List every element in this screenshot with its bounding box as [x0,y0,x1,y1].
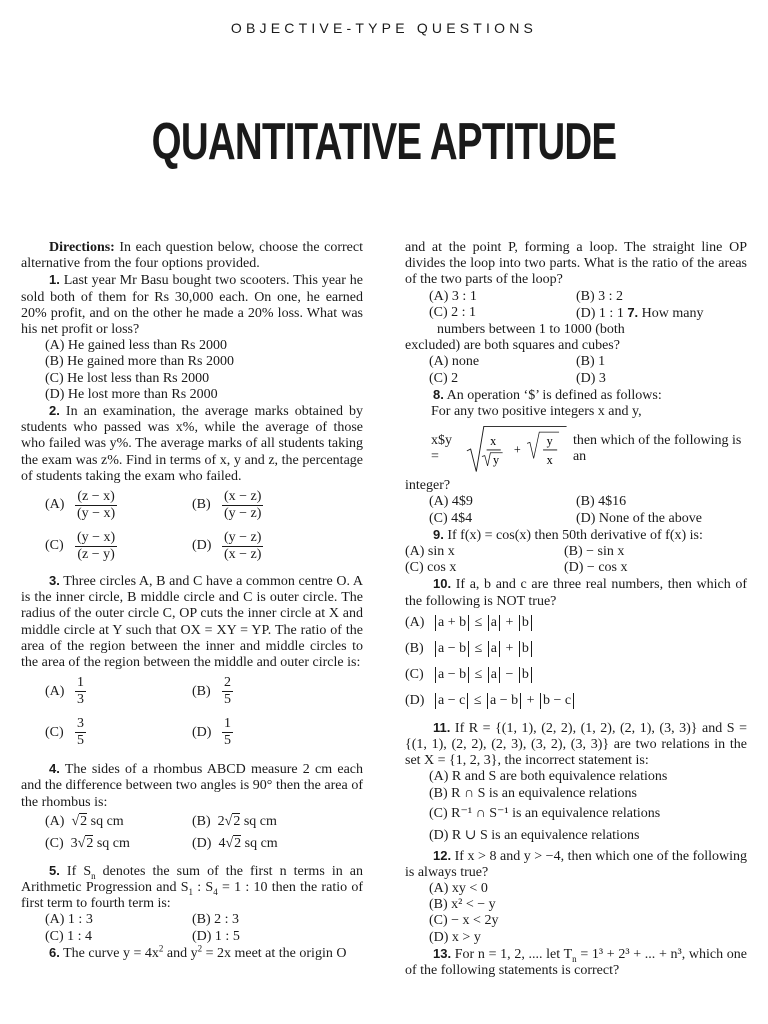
q5-option-a: (A) 1 : 3 [45,912,93,928]
q8-option-a: (A) 4$9 [429,494,473,510]
q3-option-b: (B) $\frac{2}{5}$ [192,675,231,708]
question-text: Three circles A, B and C have a common centre O. A is the inner circle, B middle circle and C is outer circle. The radius of the outer circle C, OP cuts the inner circle at X and middle circle at Y such that OX = XY = YP. The ratio of the area of the region between the inner and middle circles to the area of the region between the middle and outer circle is: [21,574,363,671]
question-9: 9. If f(x) = cos(x) then 50th derivative of f(x) is: [433,526,703,543]
q9-option-c: (C) cos x [405,560,457,576]
q10-option-b: (B) a − b ≤ a + b [405,636,747,662]
q7-option-d: (D) 3 [576,370,606,386]
question-number: 5. [49,862,60,878]
svg-text:x: x [490,434,497,449]
q5-options-row-2 [21,929,363,945]
svg-text:y: y [493,453,500,468]
question-text: In an examination, the average marks obtained by students who passed was x%, while the average of those who failed was y%. The average marks of all students taking the exam was z%. Find in terms of x, y and z, the percentage of students taking the exam who failed. [21,404,364,484]
question-4 [21,761,363,811]
question-number: 11. [433,719,451,735]
q4-options-row-1 [21,811,363,833]
q2-option-a: (A) $\frac{(z - x)}{(y - x)}$ [45,488,116,522]
question-7: (D) 1 : 1 7. How many [576,304,704,321]
q8-options-row-1 [405,494,747,510]
q6-option-b: (B) 3 : 2 [576,288,624,304]
q10-option-a: (A) a + b ≤ a + b [405,610,747,636]
q11-option-a: (A) R and S are both equivalence relations [429,769,668,785]
q7-text-line-2: numbers between 1 to 1000 (both [437,322,625,338]
svg-text:y: y [547,434,554,449]
question-12: 12. If x > 8 and y > −4, then which one of the following is always true? [405,847,748,880]
page-title: QUANTITATIVE APTITUDE [151,113,617,171]
q12-option-b: (B) x² < − y [429,897,496,913]
question-number: 9. [433,526,444,542]
q8-line-2: For any two positive integers x and y, [431,404,642,420]
q12-option-c: (C) − x < 2y [429,913,499,929]
q1-option-a: (A) He gained less than Rs 2000 [45,338,227,354]
q3-option-c: (C) $\frac{3}{5}$ [45,716,84,749]
q9-option-a: (A) sin x [405,544,455,560]
q3-option-a: (A) $\frac{1}{3}$ [45,675,84,708]
q8-options-row-2 [405,511,747,527]
q9-options-row-2 [381,560,747,576]
q12-option-a: (A) xy < 0 [429,881,488,897]
question-text: Last year Mr Basu bought two scooters. This year he sold both of them for Rs 30,000 each. On one, he earned 20% profit, and on the other he made a 20% loss. What was his net profit or loss? [21,273,364,338]
q8-option-c: (C) 4$4 [429,510,473,526]
q7-text-line-3: excluded) are both squares and cubes? [405,338,620,354]
q3-options-row-1 [21,671,363,712]
q5-option-d: (D) 1 : 5 [192,928,240,944]
question-number: 2. [49,403,60,419]
q4-option-b: (B) 2√2 sq cm [192,813,277,829]
q4-option-c: (C) 3√2 sq cm [45,835,130,851]
q1-option-b: (B) He gained more than Rs 2000 [45,354,234,370]
directions-text: In each question below, choose the correct alternative from the four options provided. [21,240,364,272]
question-6-continued: and at the point P, forming a loop. The straight line OP divides the loop into two parts. What is the ratio of the areas of the two parts of the loop? [405,240,747,288]
q7-option-b: (B) 1 [576,354,606,370]
q7-option-a: (A) none [429,354,480,370]
q6-option-a: (A) 3 : 1 [429,288,477,304]
question-number: 13. [433,945,452,961]
question-number: 10. [433,576,452,592]
q5-options-row-1 [21,912,363,928]
question-number: 12. [433,847,452,863]
q11-option-b: (B) R ∩ S is an equivalence relations [429,785,638,801]
question-5: 5. If $S_n$ denotes the sum of the first n terms in an Arithmetic Progression and $S_1$ : $S_4 = 1$ : 10 then the ratio of first term to fourth term is: [21,862,364,912]
q2-options-row-1 [21,485,363,526]
q3-option-d: (D) $\frac{1}{5}$ [192,716,231,749]
q5-option-b: (B) 2 : 3 [192,912,240,928]
question-number: 4. [49,761,60,777]
question-10: 10. If a, b and c are three real numbers, then which of the following is NOT true? [405,576,748,609]
q11-option-c: (C) R⁻¹ ∩ S⁻¹ is an equivalence relations [429,805,661,821]
question-text: The sides of a rhombus ABCD measure 2 cm each and the difference between two angles is 90° then the area of the rhombus is: [21,762,364,810]
q8-option-d: (D) None of the above [576,510,702,526]
q6-option-d: (D) 1 : 1 [576,305,624,321]
q8-tail-line: integer? [405,478,451,494]
question-3 [21,573,363,671]
q4-options-row-2 [21,833,363,855]
q2-option-c: (C) $\frac{(y - x)}{(z - y)}$ [45,529,116,563]
q2-option-b: (B) $\frac{(x - z)}{(y - z)}$ [192,488,262,522]
question-number: 8. [433,386,444,402]
left-column [21,240,363,962]
q2-options-row-2 [21,526,363,567]
q4-option-d: (D) 4√2 sq cm [192,835,278,851]
q9-option-b: (B) − sin x [564,544,625,560]
q1-option-c: (C) He lost less than Rs 2000 [45,370,210,386]
q10-option-d: (D) a − c ≤ a − b + b − c [405,688,747,714]
right-column [405,240,747,979]
q12-option-d: (D) x > y [429,929,481,945]
question-8: 8. An operation ‘$’ is defined as follows: [433,386,662,403]
q4-option-a: (A) √2 sq cm [45,813,124,829]
q6-options-row-2 [405,305,747,322]
q3-options-row-2 [21,712,363,753]
svg-text:+: + [514,442,522,457]
q8-option-b: (B) 4$16 [576,494,627,510]
question-6: 6. The curve $y = 4x^2$ and $y^2 = 2x$ meet at the origin O [49,943,347,961]
q8-formula: x$y = x y + y x then which of the following is an [405,420,747,478]
question-number: 3. [49,573,60,589]
question-13: 13. For n = 1, 2, .... let $T_n = 1^3 + 2^3$ + ... + n³, which one of the following statements is correct? [405,945,748,979]
section-header: OBJECTIVE-TYPE QUESTIONS [230,20,538,36]
q6-options-row-1 [405,289,747,305]
svg-text:x: x [547,453,554,468]
directions-label: Directions: [49,240,115,255]
q8-radical-expression [465,423,568,475]
question-number: 1. [49,272,60,288]
q7-option-c: (C) 2 [429,370,459,386]
q7-options-row-1 [405,354,747,370]
q9-options-row-1 [381,544,747,560]
q11-option-d: (D) R ∪ S is an equivalence relations [429,827,640,843]
q7-options-row-2 [405,371,747,387]
q1-option-d: (D) He lost more than Rs 2000 [45,386,218,402]
question-number: 6. [49,944,60,960]
question-2 [21,403,363,485]
q10-option-c: (C) a − b ≤ a − b [405,662,747,688]
q9-option-d: (D) − cos x [564,560,628,576]
question-1 [21,272,363,338]
q6-option-c: (C) 2 : 1 [429,304,477,320]
question-11: 11. If R = {(1, 1), (2, 2), (1, 2), (2, 1), (3, 3)} and S = {(1, 1), (2, 2), (2, 3), (3, 2), (3, 3)} are two relations in the set X = {1, 2, 3}, the incorrect statement is: [405,719,748,769]
q5-option-c: (C) 1 : 4 [45,928,93,944]
q2-option-d: (D) $\frac{(y - z)}{(x - z)}$ [192,529,262,563]
directions [21,240,363,272]
